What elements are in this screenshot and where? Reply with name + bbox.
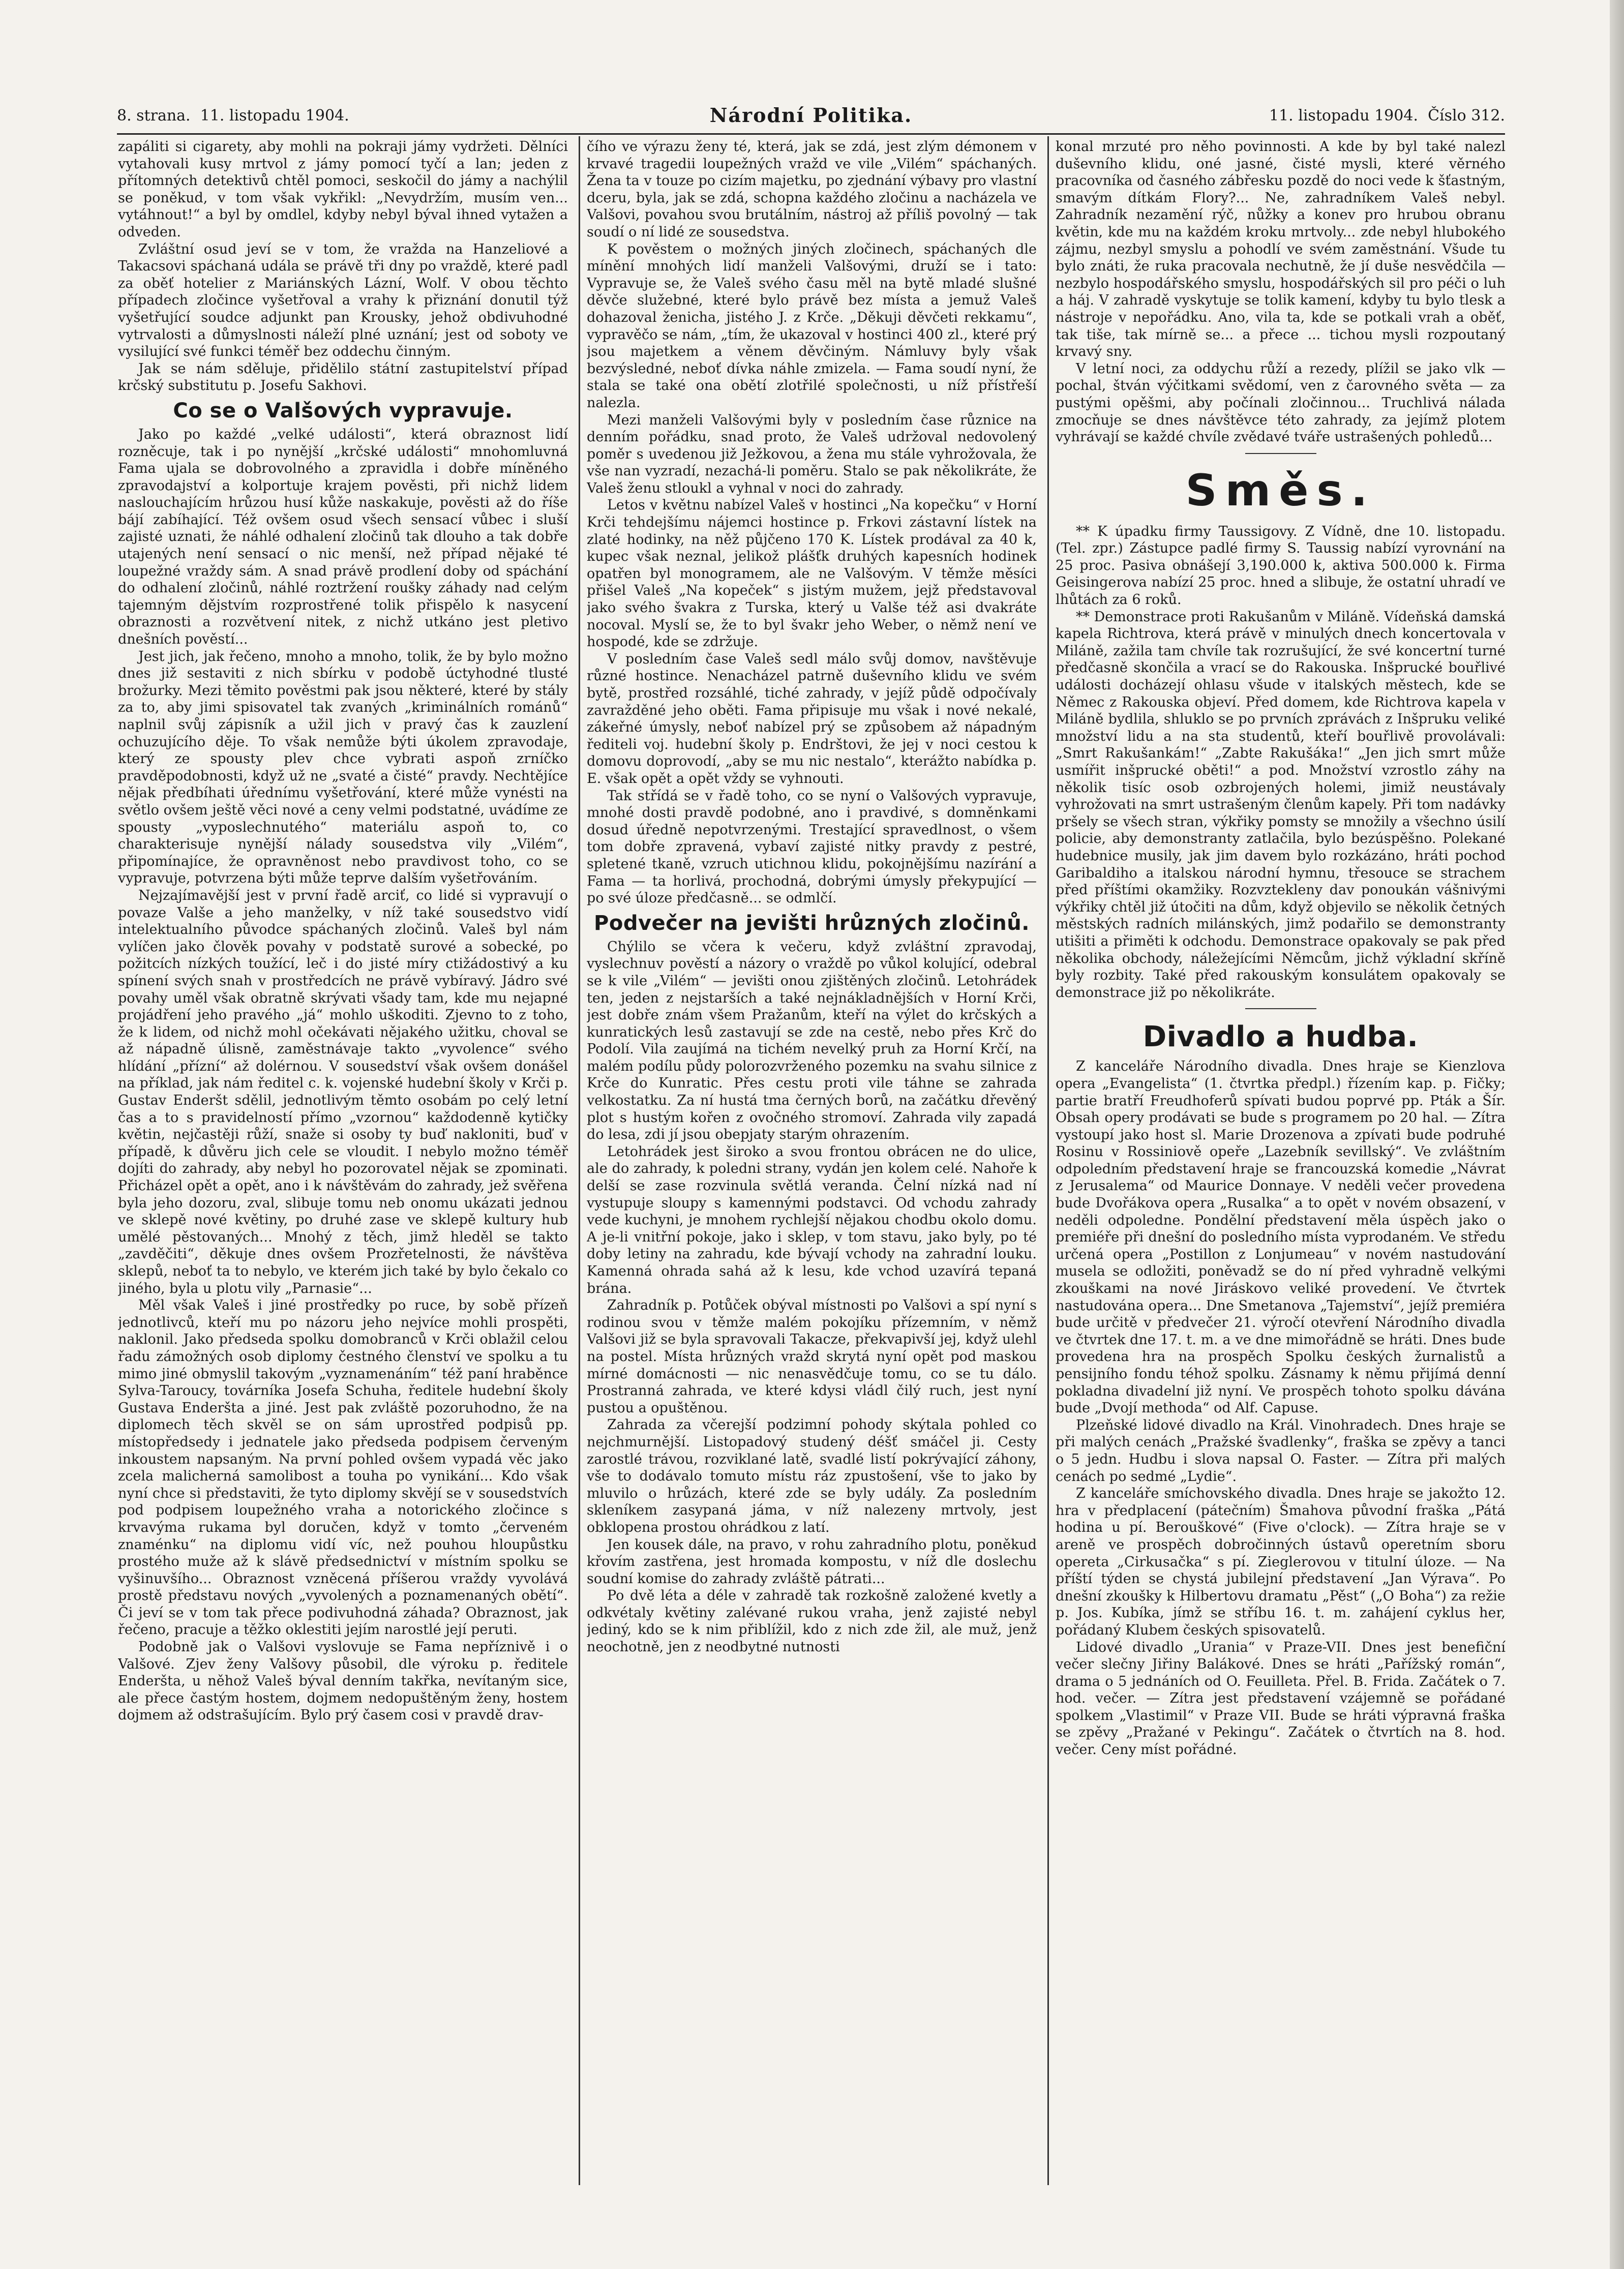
col2-paragraph: Jen kousek dále, na pravo, v rohu zahradního plotu, poněkud křovím zastřena, jest hromada kompostu, v níž dle doslechu soudní komise do zahrady zvláště pátrati... (587, 1536, 1037, 1587)
heading-divadlo: Divadlo a hudba. (1142, 1020, 1419, 1054)
header-right (1269, 107, 1505, 125)
col1-paragraph: Podobně jak o Valšovi vyslovuje se Fama nepříznivě i o Valšové. Zjev ženy Valšovy působil, dle výroku p. ředitele Enderšta, u něhož Valeš býval denním takřka, nevítaným sice, ale přece častým hostem, dojmem nedopuštěným ženy, hostem dojmem až odstrašujícím. Bylo prý časem cosi v pravdě drav- (118, 1639, 568, 1723)
column-1 (118, 138, 568, 2182)
col3-paragraph: Plzeňské lidové divadlo na Král. Vinohradech. Dnes hraje se při malých cenách „Pražské švadlenky“, fraška se zpěvy a tanci o 5 jedn. Hudbu i slova napsal O. Faster. — Zítra při malých cenách po sedmé „Lydie“. (1056, 1417, 1506, 1485)
col1-paragraph: Jak se nám sděluje, přidělilo státní zastupitelství případ krčský substitutu p. Josefu Sakhovi. (118, 360, 568, 394)
scan-edge (1610, 0, 1624, 2269)
col3-paragraph: Z kanceláře Národního divadla. Dnes hraje se Kienzlova opera „Evangelista“ (1. čtvrtka předpl.) řízením kap. p. Fičky; partie bratří Freudhoferů spívati budou poprvé pp. Pták a Šír. Obsah opery prodávati se bude s programem po 20 hal. — Zítra vystoupí jako host sl. Marie Drozenova a zpívati bude podruhé Rosinu v Rossiniově opeře „Lazebník sevillský“. Ve zvláštním odpoledním představení hraje se francouzská komedie „Návrat z Jerusalema“ od Maurice Donnaye. V neděli večer provedena bude Dvořákova opera „Rusalka“ a to opět v novém obsazení, v neděli odpoledne. Pondělní představení měla úspěch jako o premiéře při dnešní do posledního místa vyprodaném. Ve středu určená opera „Postillon z Lonjumeau“ v novém nastudování musela se odložiti, poněvadž se do ní před vyhradně velkými zkouškami na nové Jiráskovo veliké provedení. Ve čtvrtek nastudována opera... Dne Smetanova „Tajemství“, jejíž premiéra bude určitě v předvečer 21. výročí otevření Národního divadla ve čtvrtek dne 17. t. m. a ve dne mimořádně se hráti. Dnes bude provedena hra na prospěch Spolku českých žurnalistů a pensijního fondu téhož spolku. Zásnamy k němu přijímá denní pokladna divadelní již nyní. Ve prospěch tohoto spolku dávána bude „Dvojí methoda“ od Alf. Capuse. (1056, 1058, 1506, 1416)
col2-paragraph: Po dvě léta a déle v zahradě tak rozkošně založené kvetly a odkvétaly květiny zalévané rukou vraha, jenž zajisté nebyl jediný, kdo se k nim přiblížil, kdo z nich zde žil, ale muž, jenž neochotně, jen z neodbytné nutnosti (587, 1588, 1037, 1655)
col2-paragraph: Mezi manželi Valšovými byly v posledním čase různice na denním pořádku, snad proto, že Valeš udržoval nedovolený poměr s uvedenou již Ježkovou, a žena mu stále vyhrožovala, že vše nan vyzradí, nezachá-li poměru. Stalo se pak několikráte, že Valeš ženu stloukl a vyhnal v noci do zahrady. (587, 412, 1037, 496)
heading-vals: Co se o Valšových vypravuje. (173, 399, 513, 422)
col3-paragraph: Z kanceláře smíchovského divadla. Dnes hraje se jakožto 12. hra v předplacení (pátečním) Šmahova původní fraška „Pátá hodina u pí. Berouškové“ (Five o'clock). — Zítra hraje se v areně ve prospěch dobročinných ústavů operetním sboru opereta „Cirkusačka“ s pí. Zieglerovou v titulní úloze. — Na příští týden se chystá jubilejní představení „Jan Výrava“. Po dnešní zkoušky k Hilbertovu dramatu „Pěst“ („O Boha“) za režie p. Jos. Kubíka, jímž se stříbu 16. t. m. zahájení cyklus her, pořádaný Klubem českých spisovatelů. (1056, 1486, 1506, 1638)
col2-paragraph: V posledním čase Valeš sedl málo svůj domov, navštěvuje různé hostince. Nenacházel patrně duševního klidu ve svém bytě, prostřed rozsáhlé, tiché zahrady, v jejíž půdě odpočívaly zavražděné jeho oběti. Fama připisuje mu však i nové nekalé, zákeřné úmysly, neboť nabízel prý se způsobem až nápadným řediteli voj. hudební školy p. Endrštovi, že jej v noci cestou k domovu doprovodí, „aby se mu nic nestalo“, kterážto nabídka p. E. však opět a opět vždy se vyhnouti. (587, 651, 1037, 786)
col3-paragraph: Lidové divadlo „Urania“ v Praze-VII. Dnes jest benefiční večer slečny Jiřiny Balákové. Dnes se hráti „Pařížský román“, drama o 5 jednáních od O. Feuilleta. Přel. B. Frida. Začátek o 7. hod. večer. — Zítra jest představení vzájemně se pořádané spolkem „Vlastimil“ v Praze VII. Bude se hráti výpravná fraška se zpěvy „Pražané v Pekingu“. Začátek o čtvrtích na 8. hod. večer. Ceny míst pořádné. (1056, 1639, 1506, 1758)
col1-paragraph: Měl však Valeš i jiné prostředky po ruce, by sobě přízeň jednotlivců, kteří mu po názoru jeho nejvíce mohli prospěti, naklonil. Jako předseda spolku domobranců v Krči oblažil celou řadu zámožných osob diplomy čestného členství ve spolku a tu mimo jiné obmyslil takovým „vyznamenáním“ též paní hraběnce Sylva-Taroucy, továrníka Josefa Schuha, ředitele hudební školy Gustava Enderšta a jiné. Jest pak zvláště pozoruhodno, že na diplomech těch skvěl se on sám uprostřed podpisů pp. místopředsedy i jednatele jako předseda podpisem červeným inkoustem napsaným. Na první pohled ovšem vypadá věc jako zcela malicherná samolibost a touha po vynikání... Kdo však nyní chce si představiti, že tyto diplomy skvějí se v sousedstvích pod podpisem loupežného vraha a notorického zločince s krvavýma rukama byl doručen, když v tomto „červeném znaménku“ na diplomu vidí víc, než pouhou hloupůstku prostého muže až k slávě předsednictví v místním spolku se vyšinuvšího... Obraznost vzněcená příšerou vraždy vyvolává prostě představu nových „vyvolených a poznamenaných obětí“. Či jeví se v tom tak přece podivuhodná záhada? Obraznost, jak řečeno, pracuje a těžko oklestiti jejím narostlé její peruti. (118, 1297, 568, 1638)
section-rule (1245, 453, 1316, 454)
col1-paragraph: zapáliti si cigarety, aby mohli na pokraji jámy vydržeti. Dělníci vytahovali kusy mrtvol z jámy pomocí tyčí a lan; jeden z přítomných detektivů chtěl pomoci, seskočil do jámy a nachýlil se poněkud, v tom však vykřikl: „Nevydržím, musím ven... vytáhnout!“ a byl by omdlel, kdyby nebyl býval ihned vytažen a odveden. (118, 139, 568, 240)
col1-paragraph: Nejzajímavější jest v první řadě arciť, co lidé si vypravují o povaze Valše a jeho manželky, v níž také sousedstvo vidí intelektualního původce spáchaných zločinů. Valeš byl nám vylíčen jako člověk povahy v podstatě surové a sobecké, po požitcích nízkých toužící, leč i do jisté míry ctižádostivý a ku spínení svých snah v prostředcích ne právě vybíravý. Jádro své povahy uměl však obratně skrývati všady tam, kde mu nejapné projádření jeho pravého „já“ mohlo uškoditi. Zjevno to z toho, že k lidem, od nichž mohl očekávati nějakého užitku, choval se až nápadně úlisně, zaměstnávaje takto „vyvolence“ svého hlídání „přízní“ až dolérnou. V sousedství však ovšem donášel na příklad, jak nám ředitel c. k. vojenské hudební školy v Krči p. Gustav Enderšt sdělil, jednotlivým těmto osobám po celý letní čas a to s pravidelností přímo „vzornou“ každodenně kytičky květin, nejčastěji růží, snaže si osoby ty buď nakloniti, buď v případě, k důvěru jich cele se vloudit. I nebylo možno téměř dojíti do zahrady, aby nebyl ho pozorovatel nějak se zpominati. Přicházel opět a opět, ano i k návštěvám do zahrady, jež svěřena byla jeho dozoru, zval, slibuje tomu neb onomu ukázati jednou ve sklepě nové květiny, po druhé zase ve sklepě kultury hub umělé pěstovaných... Mnohý z těch, jimž hleděl se takto „zavděčiti“, děkuje dnes ovšem Prozřetelnosti, že návštěva sklepů, neboť ta to nebylo, ve kterém jich také by bylo čekalo co jiného, byla u plotu vily „Parnasie“... (118, 887, 568, 1296)
col2-paragraph: Letohrádek jest široko a svou frontou obrácen ne do ulice, ale do zahrady, k poledni strany, vydán jen kolem celé. Nahoře k delší se zase rozvinula světlá veranda. Čelní nízká nad ní vystupuje sloupy s kamennými podstavci. Od vchodu zahrady vede kuchyni, je mnohem rychlejší nějakou chodbu okolo domu. A je-li vnitřní pokoje, jako i sklep, v tom stavu, jako byly, po té doby letiny na zahradu, kde bývají vchody na zahradní louku. Kamenná ohrada sahá až k lesu, kde vchod uzavírá tepaná brána. (587, 1143, 1037, 1296)
header-date-right: 11. listopadu 1904. (1269, 107, 1418, 125)
heading-smes: Směs. (1185, 465, 1376, 516)
column-3 (1056, 138, 1506, 2182)
col3-paragraph: ** K úpadku firmy Taussigovy. Z Vídně, dne 10. listopadu. (Tel. zpr.) Zástupce padlé firmy S. Taussig nabízí vyrovnání na 25 proc. Pasiva obnášejí 3,190.000 k, aktiva 500.000 k. Firma Geisingerova nabízí 25 proc. hned a slibuje, že ostatní uhradí ve lhůtách za 6 roků. (1056, 523, 1506, 608)
header-rule (117, 133, 1505, 135)
col2-paragraph: Tak střídá se v řadě toho, co se nyní o Valšových vypravuje, mnohé dosti pravdě podobné, ano i pravdivé, s domněnkami dosud úředně nepotvrzenými. Trestající spravedlnost, o všem tom dobře zpravená, vybaví zajisté nitky pravdy z pestré, spletené tkaně, vzruch utichnou klidu, pokojnějšímu nazírání a Fama — ta horlivá, prochodná, dobrými úmysly překypující — po své úloze předčasně... se odmlčí. (587, 788, 1037, 906)
column-divider-1 (579, 136, 580, 2185)
col3-paragraph: V letní noci, za oddychu růží a rezedy, plížil se jako vlk — pochal, štván výčitkami svědomí, ven z čarovného světa — za pustými opěšmi, aby počínali zločinnou... Truchlivá nálada zmocňuje se dnes návštěvce této zahrady, za jejímž plotem vyhrávají se každé chvíle zvědavé tváře ustrašených pohledů... (1056, 360, 1506, 445)
col2-paragraph: K pověstem o možných jiných zločinech, spáchaných dle mínění mnohých lidí manželi Valšovými, druží se i tato: Vypravuje se, že Valeš svého času měl na bytě mladé slušné děvče služebné, které bylo právě bez místa a jemuž Valeš dohazoval ženicha, jistého J. z Krče. „Děkuji děvčeti rekkamu“, vypravěčo se nám, „tím, že ukazoval v hostinci 400 zl., které prý jsou majetkem a věnem děvčiným. Námluvy byly však bezvýsledné, neboť dívka náhle zmizela. — Fama soudí nyní, že stala se také ona obětí zlotřilé společnosti, u níž přístřeší nalezla. (587, 241, 1037, 411)
col1-paragraph: Jako po každé „velké události“, která obraznost lidí rozněcuje, tak i po nynější „krčské události“ mnohomluvná Fama ujala se dobrovolného a zpravidla i dobře míněného zpravodajství a kolportuje krajem pověsti, při nichž lidem naslouchajícím hrůzou husí kůže naskakuje, pověsti až do říše bájí zabíhající. Též ovšem osud všech sensací vůbec i sluší zajisté uznati, že náhlé odhalení zločinů tak dlouho a tak dobře utajených není sensací o nic menší, než případ nějaké té loupežné vraždy sám. A snad právě prodlení doby od spáchání do odhalení zločinů, náhlé roztržení roušky záhady nad celým tajemným dějstvím rozprostřené tolik přispělo k nasycení obraznosti a rozvětvení nitek, z nichž utkáno jest pletivo dnešních pověstí... (118, 426, 568, 648)
col3-paragraph: konal mrzuté pro něho povinnosti. A kde by byl také nalezl duševního klidu, oné jasné, čisté mysli, které věrného pracovníka od časného zábřesku pozdě do noci vede k šťastným, smavým dítkám Flory?... Ne, zahradníkem Valeš nebyl. Zahradník nezamění rýč, nůžky a konev pro hrubou obranu květin, kde mu na každém kroku mrtvoly... zde nebyl hlubokého zájmu, nezbyl smyslu a pohodlí ve svém zaměstnání. Všude tu bylo znáti, že ruka pracovala nechutně, že jí duše nesvědčila — nezbylo hospodářského smyslu, hospodářských sil pro péči o luh a háj. V zahradě vyskytuje se tolik kamení, kdyby tu bylo tlesk a nástroje v nepořádku. Ano, vila ta, kde se potkali vrah a oběť, tak tiše, tak mírně se... a přece ... tichou mysli rozpoutaný krvavý sny. (1056, 139, 1506, 360)
col2-paragraph: Chýlilo se včera k večeru, když zvláštní zpravodaj, vyslechnuv pověstí a názory o vraždě po vůkol kolující, odebral se k vile „Vilém“ — jevišti onou zjištěných zločinů. Letohrádek ten, jeden z nejstarších a také nejnákladnějších v Horní Krči, jest dobře znám všem Pražanům, kteří na výlet do krčských a kunratických lesů zastavují se zde na cestě, nebo přes Krč do Podolí. Vila zaujímá na tichém nevelký pruh za Horní Krčí, na malém podílu půdy polorozvrženého pozemku na svahu silnice z Krče do Kunratic. Přes cestu proti vile táhne se zahrada velkostatku. Za ní hustá tma černých borů, na začátku dřevěný plot s hustým kořen z ovočného stromoví. Zahrada vily zapadá do lesa, zdi jí jsou obepjaty starým ohrazením. (587, 939, 1037, 1143)
page-header (117, 102, 1505, 132)
heading-podvecer: Podvečer na jevišti hrůzných zločinů. (594, 911, 1030, 935)
issue-number: Číslo 312. (1428, 107, 1505, 125)
column-2 (587, 138, 1037, 2182)
masthead: Národní Politika. (709, 104, 913, 127)
col1-paragraph: Zvláštní osud jeví se v tom, že vražda na Hanzeliové a Takacsovi spáchaná udála se právě tři dny po vraždě, které padl za oběť hotelier z Mariánských Lázní, Wolf. V obou těchto případech zločince vyšetřoval a vrahy k přiznání donutil týž vyšetřující soudce adjunkt pan Krousky, jehož obdivuhodné vytrvalosti a důmyslnosti náleží plné uznání; jest od soboty ve vysilující své funkci téměř bez oddechu činným. (118, 241, 568, 360)
col2-paragraph: čího ve výrazu ženy té, která, jak se zdá, jest zlým démonem v krvavé tragedii loupežných vražd ve vile „Vilém“ spáchaných. Žena ta v touze po cizím majetku, po zjednání výbavy pro vlastní dceru, byla, jak se zdá, schopna každého zločinu a nacházela ve Valšovi, povahou svou brutálním, nástroj až příliš povolný — tak soudí o ní lidé ze sousedstva. (587, 139, 1037, 240)
column-divider-2 (1047, 136, 1049, 2185)
section-rule (1245, 1008, 1316, 1009)
col2-paragraph: Letos v květnu nabízel Valeš v hostinci „Na kopečku“ v Horní Krči tehdejšímu nájemci hostince p. Frkovi zástavní lístek na zlaté hodinky, na něž půjčeno 170 K. Lístek prodával za 40 k, kupec však neznal, jelikož plášťk druhých kapesních hodinek opatřen byl monogramem, ale ne Valšovým. V těmže měsíci přišel Valeš „Na kopeček“ s jistým mužem, jejž představoval jako svého švakra z Turska, který u Valše též asi dvakráte nocoval. Myslí se, že to byl švakr jeho Weber, o němž není ve hospodé, kde se zdržuje. (587, 497, 1037, 650)
col3-paragraph: ** Demonstrace proti Rakušanům v Miláně. Vídeňská damská kapela Richtrova, která právě v minulých dnech koncertovala v Miláně, zažila tam chvíle tak rozrušující, že své koncertní turné předčasně skončila a vrací se do Rakouska. Inšprucké bouřlivé události docházejí ohlasu všude v italských městech, kde se Němec z Rakouska objeví. Před domem, kde Richtrova kapela v Miláně bydlila, shluklo se po prvních zprávách z Inšpruku veliké množství lidu a na sta studentů, kteří bouřlivě provolávali: „Smrt Rakušankám!“ „Zabte Rakušáka!“ „Jen jich smrt může usmířit inšprucké oběti!“ a pod. Množství vzrostlo záhy na několik tisíc osob ozbrojených holemi, jimiž neustávaly vyhrožovati na smrt ustrašeným členům kapely. Při tom nadávky pršely se všech stran, výkřiky pomsty se množily a všechno úsilí policie, aby demonstranty zatlačila, bylo bezúspěšno. Polekané hudebnice musily, jak jim davem bylo rozkázáno, hráti pochod Garibaldiho a italskou národní hymnu, třesouce se strachem před příštími okamžiky. Rozvztekleny dav ponoukán vášnivými výkřiky chtěl již útočiti na dům, když objevilo se několik četných městských radních milánských, jimž podařilo se demonstranty utišiti a přiměti k odchodu. Demonstrace opakovaly se pak před několika obchody, náležejícími Němcům, jichž výkladní skříně byly rozbity. Také před rakouským konsulátem opakovaly se demonstrace již po několikráte. (1056, 609, 1506, 1001)
page-number: 8. strana. (117, 107, 191, 125)
col1-paragraph: Jest jich, jak řečeno, mnoho a mnoho, tolik, že by bylo možno dnes již sestaviti z nich sbírku v podobě úctyhodné tlusté brožurky. Mezi těmito pověstmi pak jsou některé, které by stály za to, aby jimi spisovatel tak zvaných „kriminálních románů“ naplnil svůj zápisník a užil jich v pravý čas k zauzlení ochuzujícího děje. To však nemůže býti úkolem zpravodaje, který ze spousty plev chce vybrati aspoň zrníčko pravděpodobnosti, když už ne „svaté a čisté“ pravdy. Nechtějíce nějak předbíhati úřednímu vyšetřování, které může vynésti na světlo ovšem ještě věci nové a ceny velmi podstatné, uvádíme ze spousty „vyposlechnutého“ materiálu aspoň to, co charakterisuje nynější nálady sousedstva vily „Vilém“, připomínajíce, že opravněnost nebo pravdivost toho, co se vypravuje, potvrzena býti může teprve dalším vyšetřováním. (118, 648, 568, 887)
col2-paragraph: Zahradník p. Potůček obýval místnosti po Valšovi a spí nyní s rodinou svou v těmže malém pokojíku přízemním, v němž Valšovi již se byla spravovali Takacze, překvapivší jej, když ulehl na postel. Místa hrůzných vražd skrytá nyní opět pod maskou mírné domácnosti — nic nenasvědčuje tomu, co se tu dálo. Prostranná zahrada, ve které kdysi vládl čilý ruch, jest nyní pustou a opuštěnou. (587, 1297, 1037, 1416)
col2-paragraph: Zahrada za včerejší podzimní pohody skýtala pohled co nejchmurnější. Listopadový studený déšť smáčel ji. Cesty zarostlé trávou, rozviklané latě, svadlé listí pokrývající záhony, vše to dodávalo tomuto místu ráz zpustošení, vše to jako by mluvilo o hrůzách, které zde se byly udály. Za posledním skleníkem zasypaná jáma, v níž nalezeny mrtvoly, jest obklopena prostou ohrádkou z latí. (587, 1417, 1037, 1535)
header-date-left: 11. listopadu 1904. (200, 107, 349, 125)
